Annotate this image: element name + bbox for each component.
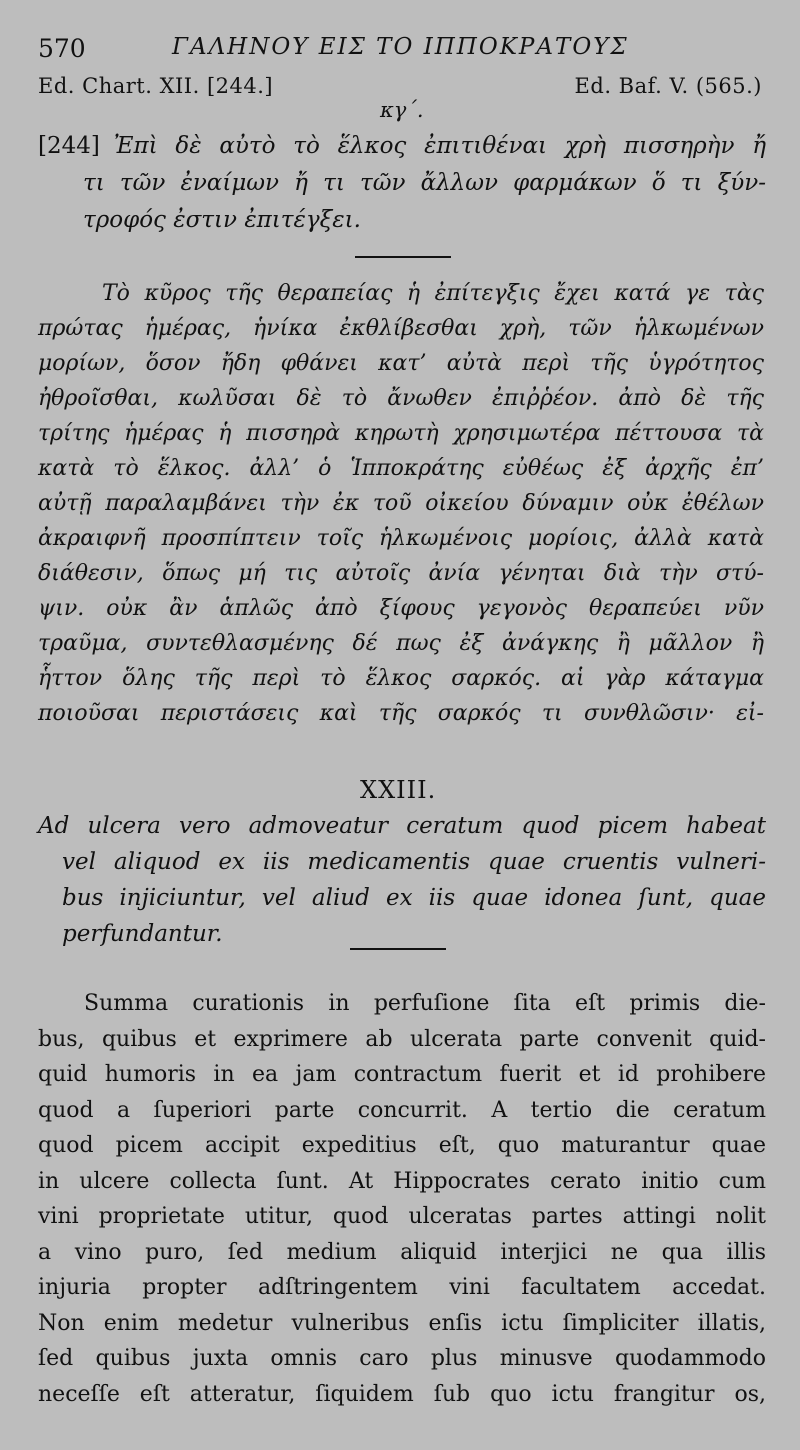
latin-body-line: in ulcere collecta ſunt. At Hippocrates cerato initio cum bbox=[38, 1168, 766, 1194]
latin-body-line: ſed quibus juxta omnis caro plus minusve quodammodo bbox=[38, 1346, 766, 1371]
latin-lemma-line: bus injiciuntur, vel aliud ex iis quae idonea ſunt, quae bbox=[62, 885, 766, 911]
greek-body-line: τρίτης ἡμέρας ἡ πισσηρὰ κηρωτὴ χρησιμωτέρα πέττουσα τὰ bbox=[38, 421, 764, 446]
latin-section-number: XXIII. bbox=[360, 776, 437, 804]
greek-body-line: ψιν. οὐκ ἂν ἁπλῶς ἀπὸ ξίφους γεγονὸς θεραπεύει νῦν bbox=[38, 596, 764, 621]
latin-body-line: Non enim medetur vulneribus enſis ictu ſimpliciter illatis, bbox=[38, 1310, 766, 1336]
greek-body-line: ἠθροῖσθαι, κωλῦσαι δὲ τὸ ἄνωθεν ἐπιῤῥέον. ἀπὸ δὲ τῆς bbox=[38, 386, 764, 411]
greek-body-line: Τὸ κῦρος τῆς θεραπείας ἡ ἐπίτεγξις ἔχει κατά γε τὰς bbox=[102, 281, 764, 306]
greek-body-line: ἀκραιφνῆ προσπίπτειν τοῖς ἡλκωμένοις μορίοις, ἀλλὰ κατὰ bbox=[38, 526, 764, 551]
latin-body-line: injuria propter adſtringentem vini facultatem accedat. bbox=[38, 1275, 766, 1300]
edition-reference-left: Ed. Chart. XII. [244.] bbox=[38, 74, 274, 98]
greek-body-line: μορίων, ὅσον ἤδη φθάνει κατ’ αὐτὰ περὶ τῆς ὑγρότητος bbox=[38, 351, 764, 376]
greek-lemma bbox=[38, 128, 766, 239]
greek-lemma-line: τροφός ἐστιν ἐπιτέγξει. bbox=[83, 207, 361, 233]
greek-body-line: ἧττον ὅλης τῆς περὶ τὸ ἕλκος σαρκός. αἱ γὰρ κάταγμα bbox=[38, 666, 764, 691]
greek-body-line: τραῦμα, συντεθλασμένης δέ πως ἐξ ἀνάγκης ἢ μᾶλλον ἢ bbox=[38, 631, 764, 656]
greek-body-line: ποιοῦσαι περιστάσεις καὶ τῆς σαρκός τι συνθλῶσιν· εἰ- bbox=[38, 701, 764, 726]
latin-body-line: neceſſe eſt atteratur, ſiquidem ſub quo ictu frangitur os, bbox=[38, 1381, 766, 1407]
greek-lemma-line: τι τῶν ἐναίμων ἤ τι τῶν ἄλλων φαρμάκων ὅ τι ξύν- bbox=[83, 170, 766, 196]
greek-lemma-line: [244] Ἐπὶ δὲ αὐτὸ τὸ ἕλκος ἐπιτιθέναι χρὴ πισσηρὴν ἤ bbox=[38, 133, 766, 159]
running-title: ΓΑΛΗΝΟΥ ΕΙΣ ΤΟ ΙΠΠΟΚΡΑΤΟΥΣ bbox=[172, 34, 629, 60]
greek-body-line: πρώτας ἡμέρας, ἡνίκα ἐκθλίβεσθαι χρὴ, τῶν ἡλκωμένων bbox=[38, 316, 764, 341]
edition-reference-right: Ed. Baf. V. (565.) bbox=[574, 74, 762, 98]
greek-commentary bbox=[38, 276, 764, 731]
latin-body-line: Summa curationis in perfuſione ſita eſt primis die- bbox=[84, 991, 766, 1016]
greek-body-line: αὐτῇ παραλαμβάνει τὴν ἐκ τοῦ οἰκείου δύναμιν οὐκ ἐθέλων bbox=[38, 491, 764, 516]
latin-lemma-line: Ad ulcera vero admoveatur ceratum quod picem habeat bbox=[38, 813, 766, 839]
greek-body-line: κατὰ τὸ ἕλκος. ἀλλ’ ὁ Ἱπποκράτης εὐθέως ἐξ ἀρχῆς ἐπ’ bbox=[38, 456, 764, 481]
section-divider bbox=[350, 948, 446, 950]
latin-body-line: quod picem accipit expeditius eſt, quo maturantur quae bbox=[38, 1133, 766, 1158]
greek-body-line: διάθεσιν, ὅπως μή τις αὐτοῖς ἀνία γένηται διὰ τὴν στύ- bbox=[38, 561, 764, 586]
latin-body-line: quid humoris in ea jam contractum fuerit et id prohibere bbox=[38, 1062, 766, 1087]
section-divider bbox=[355, 256, 451, 258]
latin-body-line: quod a ſuperiori parte concurrit. A tertio die ceratum bbox=[38, 1097, 766, 1123]
page-number: 570 bbox=[38, 34, 86, 63]
latin-lemma-line: vel aliquod ex iis medicamentis quae cruentis vulneri- bbox=[62, 849, 766, 875]
latin-lemma-line: perfundantur. bbox=[62, 921, 223, 947]
latin-body-line: bus, quibus et exprimere ab ulcerata parte convenit quid- bbox=[38, 1026, 766, 1052]
latin-body-line: vini proprietate utitur, quod ulceratas partes attingi nolit bbox=[38, 1204, 766, 1229]
latin-lemma bbox=[38, 808, 766, 952]
page-marker: [244] bbox=[38, 133, 100, 159]
latin-body-line: a vino puro, ſed medium aliquid interjici ne qua illis bbox=[38, 1239, 766, 1265]
greek-section-number: κγ΄. bbox=[380, 98, 424, 122]
latin-commentary bbox=[38, 986, 766, 1412]
